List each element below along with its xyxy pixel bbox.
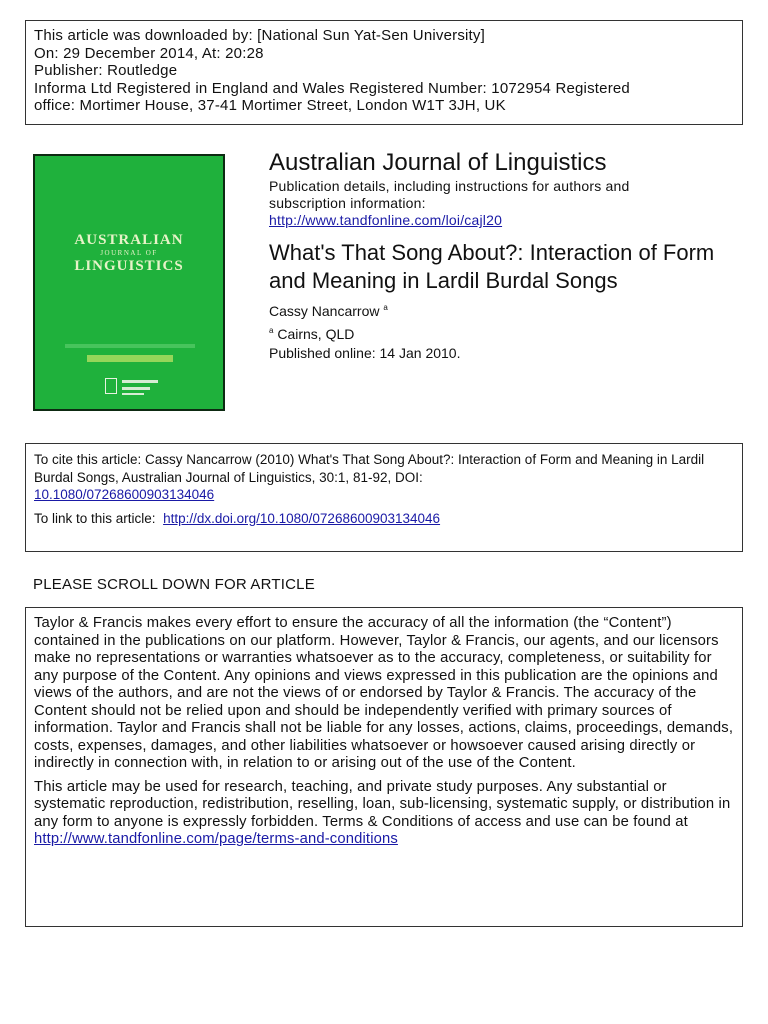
- publication-details: Publication details, including instructions for authors and: [269, 178, 630, 194]
- article-link-url[interactable]: http://dx.doi.org/10.1080/07268600903134046: [163, 510, 441, 526]
- citation-text: [34, 451, 734, 504]
- cover-decoration-strip: [65, 344, 195, 348]
- cover-title: [35, 234, 223, 273]
- usage-terms-text: This article may be used for research, teaching, and private study purposes. Any substantial or systematic reproduction, redistribution, reselling, loan, sub-licensing, systematic supply, or distribution in any form to anyone is expressly forbidden. Terms & Conditions of access and use can be found at: [34, 778, 731, 830]
- article-title: What's That Song About?: Interaction of Form and Meaning in Lardil Burdal Songs: [269, 240, 715, 293]
- article-header: [269, 148, 739, 363]
- publisher-line: Publisher: Routledge: [34, 62, 178, 79]
- author-name: Cassy Nancarrow: [269, 303, 380, 319]
- author-line: [269, 298, 739, 321]
- cover-title-line3: LINGUISTICS: [74, 258, 184, 274]
- download-line: This article was downloaded by: [National Sun Yat-Sen University]: [34, 27, 485, 44]
- download-date-line: On: 29 December 2014, At: 20:28: [34, 44, 264, 62]
- citation-body: To cite this article: Cassy Nancarrow (2010) What's That Song About?: Interaction of Form and Meaning in Lardil Burdal Songs, Australian Journal of Linguistics, 30:1, 81-92, DOI:: [34, 452, 705, 485]
- disclaimer-box: [25, 607, 743, 927]
- disclaimer-paragraph-1: Taylor & Francis makes every effort to ensure the accuracy of all the information (the “Content”) contained in the publications on our platform. However, Taylor & Francis, our agents, and our licensors make no representations or warranties whatsoever as to the accuracy, completeness, or suitability for any purpose of the Content. Any opinions and views expressed in this publication are the opinions and views of the authors, and are not the views of or endorsed by Taylor & Francis. The accuracy of the Content should not be relied upon and should be independently verified with primary sources of information. Taylor and Francis shall not be liable for any losses, actions, claims, proceedings, demands, costs, expenses, damages, and other liabilities whatsoever or howsoever caused arising directly or indirectly in connection with, in relation to or arising out of the use of the Content.: [34, 615, 734, 771]
- citation-box: [25, 443, 743, 552]
- journal-title: Australian Journal of Linguistics: [269, 149, 607, 176]
- affiliation: Cairns, QLD: [277, 326, 355, 342]
- doi-link[interactable]: 10.1080/07268600903134046: [34, 487, 215, 502]
- scroll-notice: PLEASE SCROLL DOWN FOR ARTICLE: [33, 576, 315, 593]
- publication-details-cont: subscription information:: [269, 195, 426, 211]
- disclaimer-paragraph-2: [34, 779, 734, 849]
- terms-conditions-link[interactable]: http://www.tandfonline.com/page/terms-and-conditions: [34, 831, 398, 847]
- routledge-logo-icon: [105, 376, 161, 398]
- cover-title-line2: JOURNAL OF: [100, 249, 158, 257]
- office-line: office: Mortimer House, 37-41 Mortimer Street, London W1T 3JH, UK: [34, 97, 506, 114]
- article-link-line: [34, 510, 734, 528]
- registration-line: Informa Ltd Registered in England and Wales Registered Number: 1072954 Registered: [34, 79, 630, 97]
- affiliation-line: [269, 321, 739, 344]
- article-link-label: To link to this article:: [34, 510, 156, 526]
- author-affiliation-mark: a: [383, 303, 388, 312]
- published-date: Published online: 14 Jan 2010.: [269, 345, 461, 361]
- cover-decoration-band: [87, 355, 173, 362]
- cover-title-line1: AUSTRALIAN: [74, 232, 184, 248]
- affiliation-mark: a: [269, 326, 274, 335]
- journal-url-link[interactable]: http://www.tandfonline.com/loi/cajl20: [269, 212, 503, 228]
- download-notice-box: [25, 20, 743, 125]
- journal-cover-image: [33, 154, 225, 411]
